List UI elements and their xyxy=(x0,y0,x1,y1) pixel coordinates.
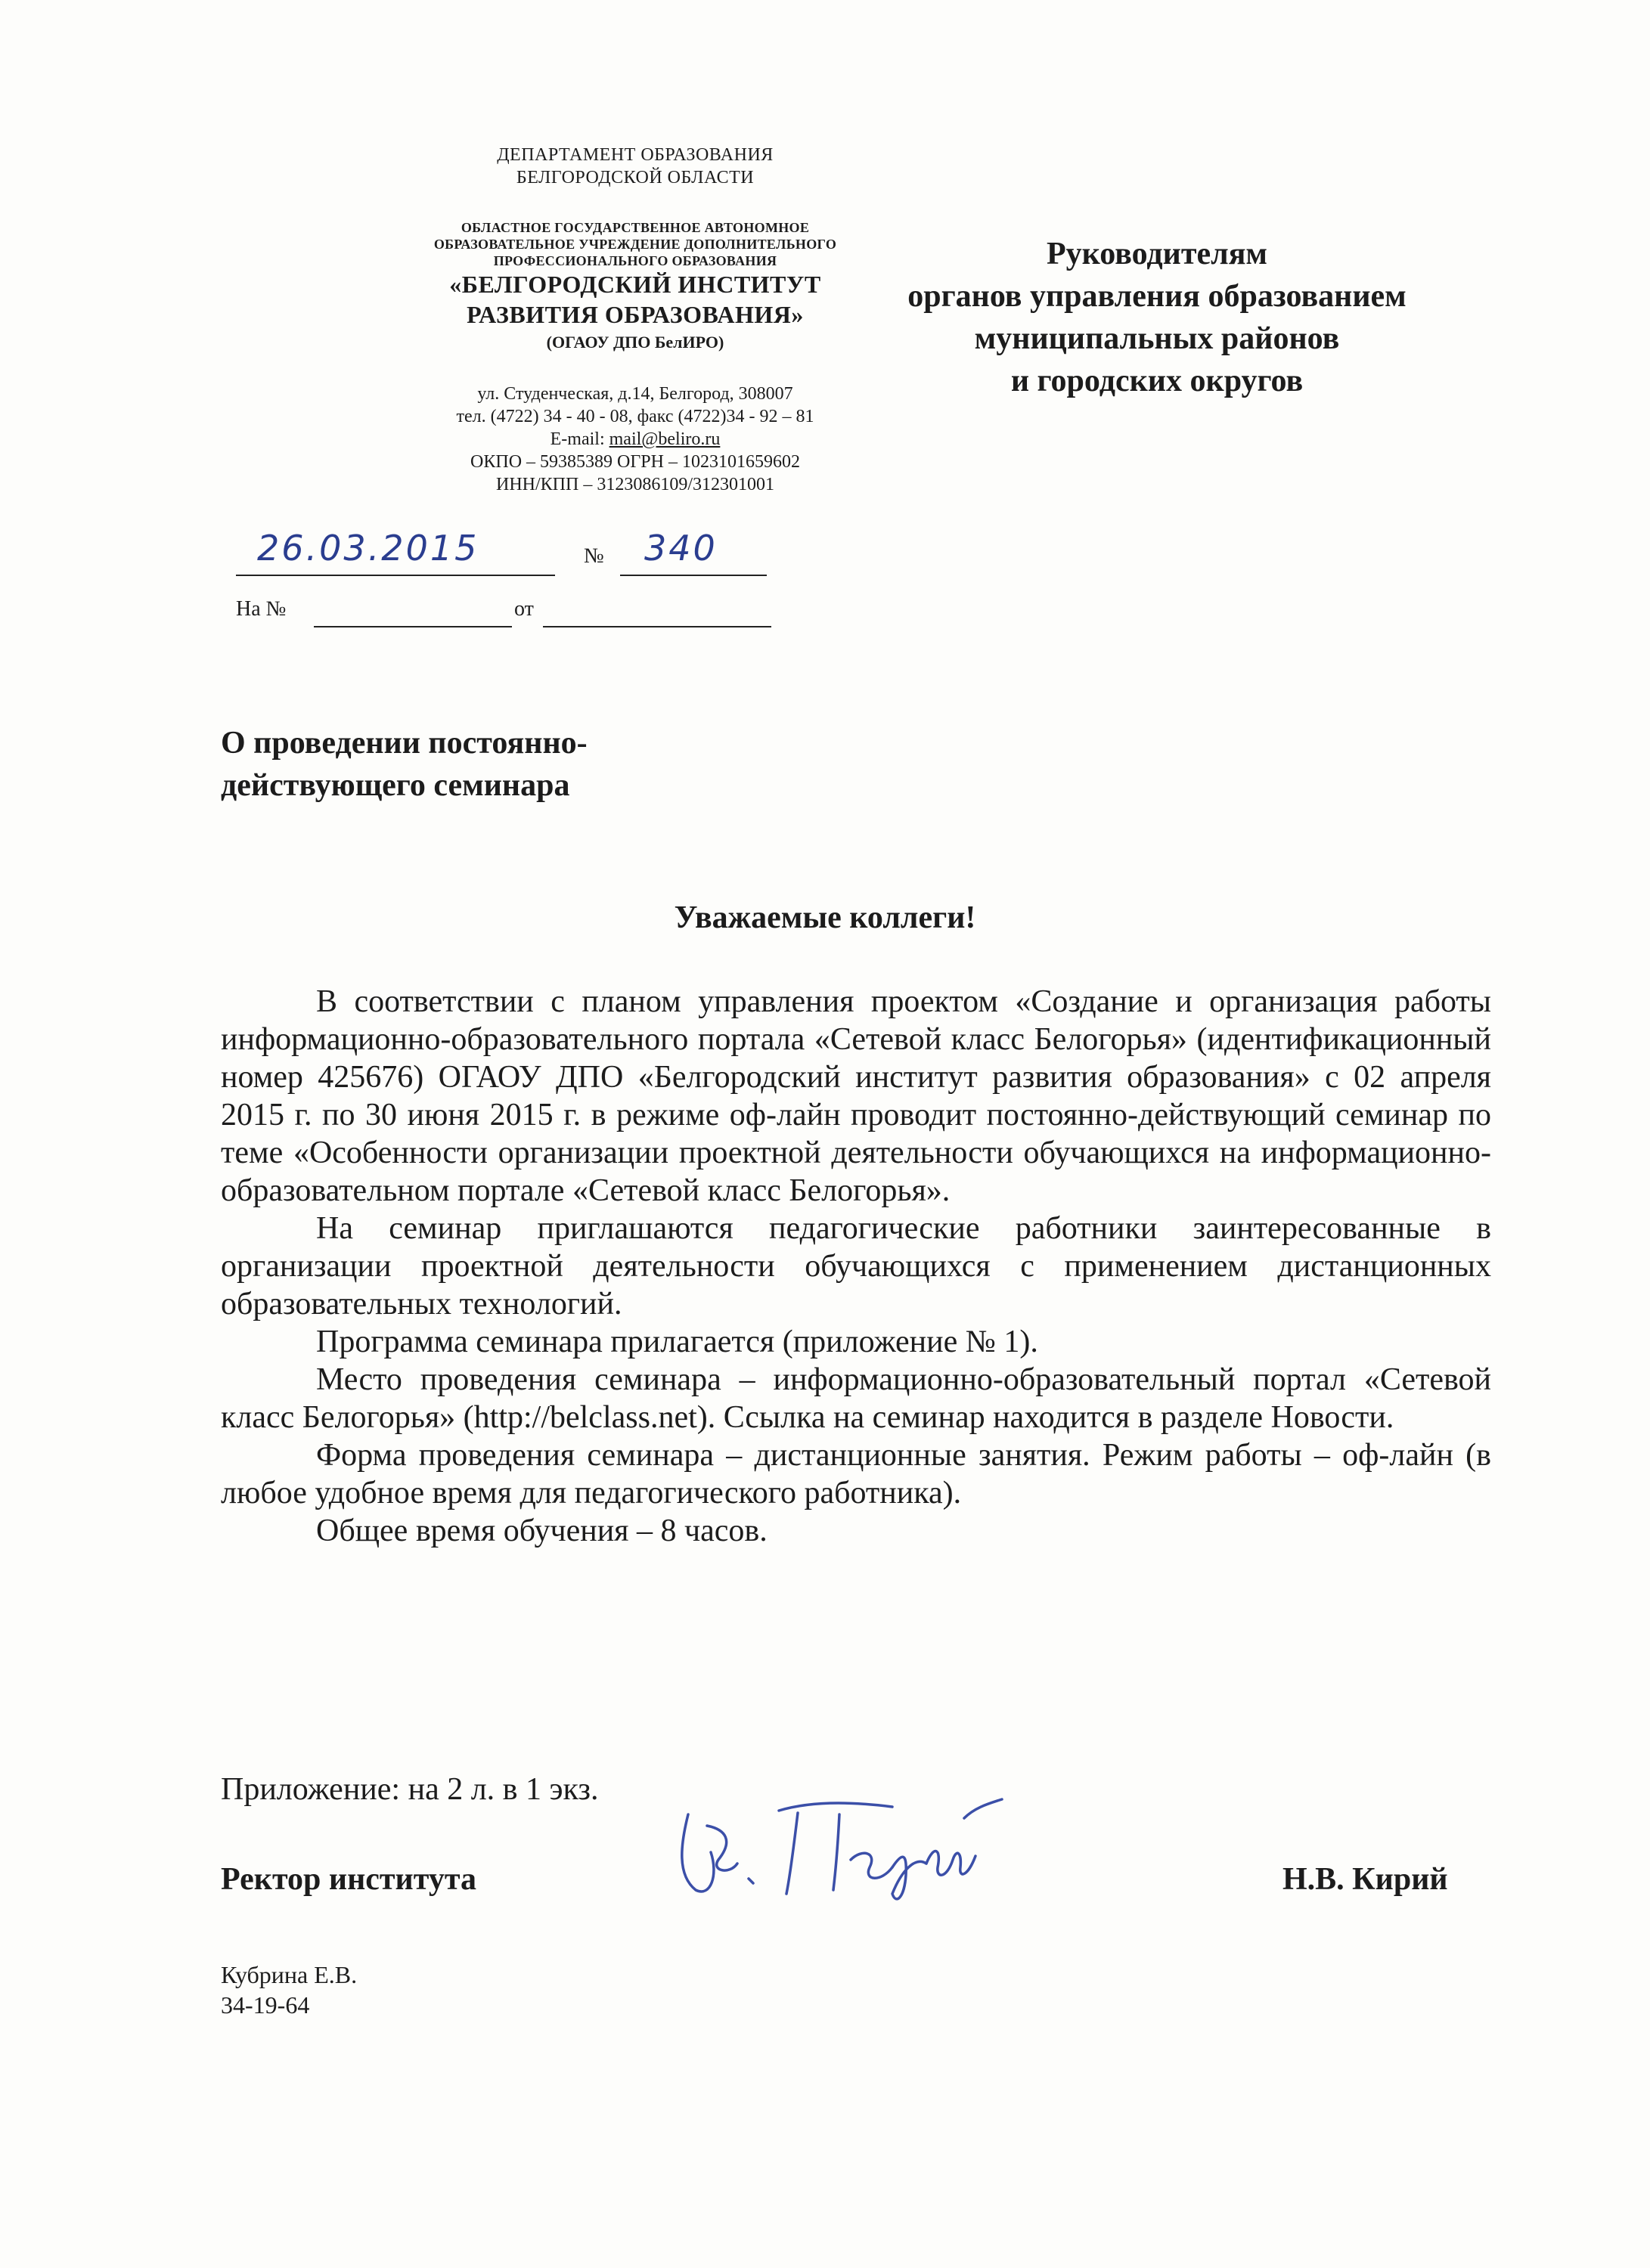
org-type-line2: ОБРАЗОВАТЕЛЬНОЕ УЧРЕЖДЕНИЕ ДОПОЛНИТЕЛЬНОГО xyxy=(433,237,837,252)
addressee xyxy=(809,233,1505,402)
body-paragraph-6: Общее время обучения – 8 часов. xyxy=(316,1514,768,1548)
department-name-line1: ДЕПАРТАМЕНТ ОБРАЗОВАНИЯ xyxy=(497,145,774,165)
reference-number-line xyxy=(314,626,512,627)
inn-kpp: ИНН/КПП – 3123086109/312301001 xyxy=(495,475,774,494)
body-paragraph-5: Форма проведения семинара – дистанционные занятия. Режим работы – оф-лайн (в любое удобное время для педагогического работника). xyxy=(221,1438,1491,1510)
registration-number: 340 xyxy=(644,528,718,569)
email-label: E-mail: xyxy=(550,429,609,449)
department-name-line2: БЕЛГОРОДСКОЙ ОБЛАСТИ xyxy=(516,168,755,187)
addressee-line3: муниципальных районов xyxy=(974,321,1340,356)
okpo-ogrn: ОКПО – 59385389 ОГРН – 1023101659602 xyxy=(470,452,800,472)
body-paragraph-3: Программа семинара прилагается (приложение № 1). xyxy=(316,1325,1038,1359)
executor-name: Кубрина Е.В. xyxy=(221,1961,358,1988)
letter-body xyxy=(221,983,1491,1550)
addressee-line2: органов управления образованием xyxy=(907,279,1407,314)
greeting: Уважаемые коллеги! xyxy=(674,900,976,935)
reference-label: На № xyxy=(236,597,287,621)
org-type-line1: ОБЛАСТНОЕ ГОСУДАРСТВЕННОЕ АВТОНОМНОЕ xyxy=(461,220,810,235)
addressee-line1: Руководителям xyxy=(1046,237,1268,271)
registration-date: 26.03.2015 xyxy=(257,528,479,569)
attachment-note: Приложение: на 2 л. в 1 экз. xyxy=(221,1772,599,1807)
subject xyxy=(221,722,901,807)
institute-name-line2: РАЗВИТИЯ ОБРАЗОВАНИЯ» xyxy=(467,301,804,328)
address: ул. Студенческая, д.14, Белгород, 308007 xyxy=(477,384,793,404)
body-paragraph-2: На семинар приглашаются педагогические работники заинтересованные в организации проектной деятельности обучающихся с применением дистанционных образовательных технологий. xyxy=(221,1211,1491,1321)
email-link[interactable]: mail@beliro.ru xyxy=(609,429,721,449)
body-paragraph-1: В соответствии с планом управления проектом «Создание и организация работы информационно-образовательного портала «Сетевой класс Белогорья» (идентификационный номер 425676) ОГАОУ ДПО «Белгородский институт развития образования» с 02 апреля 2015 г. по 30 июня 2015 г. в режиме оф-лайн проводит постоянно-действующий семинар по теме «Особенности организации проектной деятельности обучающихся на информационно-образовательном портале «Сетевой класс Белогорья». xyxy=(221,984,1491,1208)
number-label: № xyxy=(584,544,604,568)
phone-fax: тел. (4722) 34 - 40 - 08, факс (4722)34 - 92 – 81 xyxy=(456,407,814,426)
reference-from-label: от xyxy=(514,597,534,621)
handwritten-signature xyxy=(665,1784,1013,1913)
addressee-line4: и городских округов xyxy=(1010,364,1304,398)
subject-line2: действующего семинара xyxy=(221,768,570,803)
email-line xyxy=(219,428,1051,451)
institute-abbreviation: (ОГАОУ ДПО БелИРО) xyxy=(546,333,724,352)
body-paragraph-4: Место проведения семинара – информационно-образовательный портал «Сетевой класс Белогорья» (http://belclass.net). Ссылка на семинар находится в разделе Новости. xyxy=(221,1362,1491,1435)
subject-line1: О проведении постоянно- xyxy=(221,726,588,761)
reference-date-line xyxy=(543,626,771,627)
executor-phone: 34-19-64 xyxy=(221,1991,310,2019)
org-type-line3: ПРОФЕССИОНАЛЬНОГО ОБРАЗОВАНИЯ xyxy=(493,253,777,268)
signatory-title: Ректор института xyxy=(221,1862,476,1897)
date-line xyxy=(236,575,555,576)
signatory-name: Н.В. Кирий xyxy=(1282,1862,1448,1897)
number-line xyxy=(620,575,767,576)
institute-name-line1: «БЕЛГОРОДСКИЙ ИНСТИТУТ xyxy=(449,271,821,298)
executor-info xyxy=(221,1960,357,2020)
